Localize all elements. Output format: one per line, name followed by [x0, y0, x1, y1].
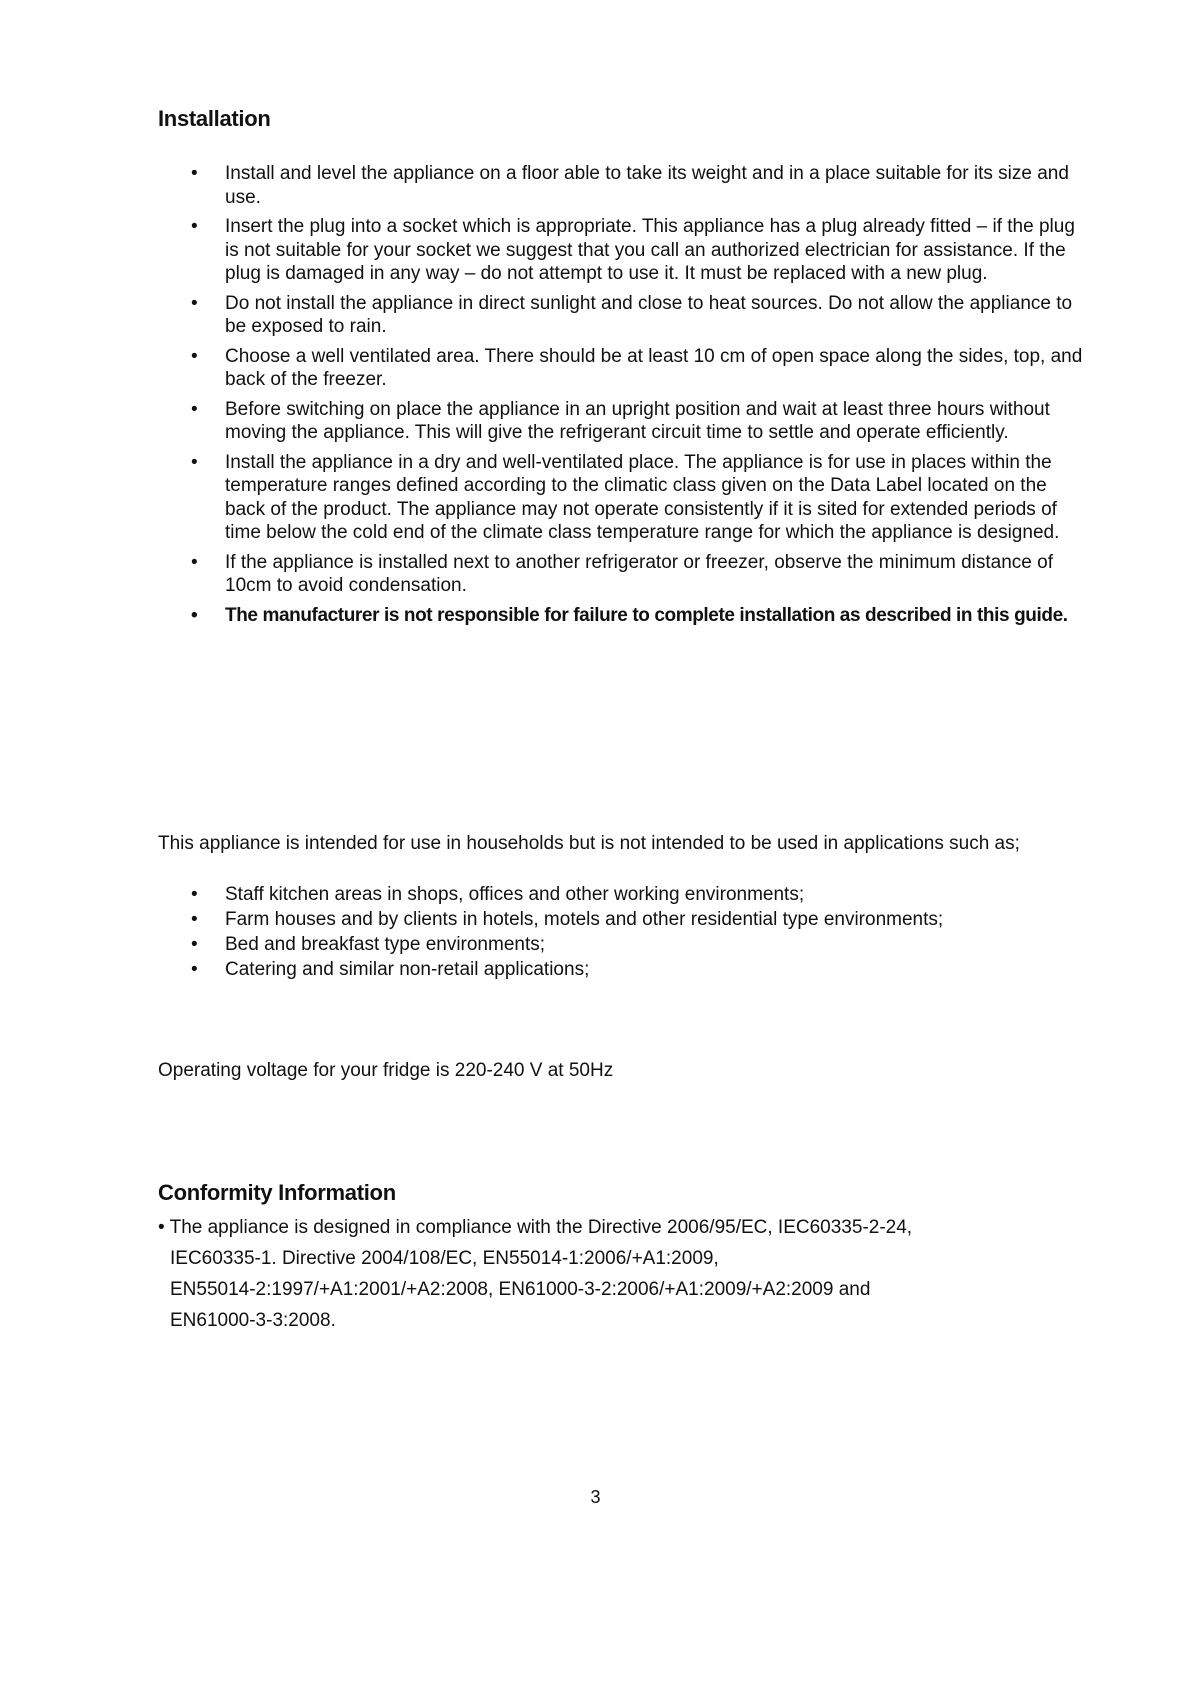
usage-intro-text: This appliance is intended for use in households but is not intended to be used in applications such as;: [158, 833, 1020, 854]
conformity-line: EN61000-3-3:2008.: [170, 1310, 336, 1331]
usage-list: [158, 883, 1088, 983]
list-item: • Install the appliance in a dry and well-ventilated place. The appliance is for use in places within the temperature ranges defined according to the climatic class given on the Data Label located on the back of the product. The appliance may not operate consistently if it is sited for extended periods of time below the cold end of the climate class temperature range for which the appliance is designed.: [158, 451, 1088, 545]
list-item: • Bed and breakfast type environments;: [158, 933, 1088, 957]
page-number: 3: [590, 1487, 601, 1507]
conformity-heading: Conformity Information: [158, 1180, 396, 1205]
manufacturer-disclaimer: • The manufacturer is not responsible for failure to complete installation as described in this guide.: [158, 604, 1088, 628]
list-item: • Do not install the appliance in direct sunlight and close to heat sources. Do not allow the appliance to be exposed to rain.: [158, 292, 1088, 339]
list-item: • Choose a well ventilated area. There should be at least 10 cm of open space along the sides, top, and back of the freezer.: [158, 345, 1088, 392]
list-item: • Before switching on place the appliance in an upright position and wait at least three hours without moving the appliance. This will give the refrigerant circuit time to settle and operate efficiently.: [158, 398, 1088, 445]
list-item: • Staff kitchen areas in shops, offices and other working environments;: [158, 883, 1088, 907]
list-item: • Install and level the appliance on a floor able to take its weight and in a place suitable for its size and use.: [158, 162, 1088, 209]
conformity-line: EN55014-2:1997/+A1:2001/+A2:2008, EN61000-3-2:2006/+A1:2009/+A2:2009 and: [170, 1279, 871, 1300]
voltage-text: Operating voltage for your fridge is 220-240 V at 50Hz: [158, 1060, 614, 1081]
conformity-line: • The appliance is designed in compliance with the Directive 2006/95/EC, IEC60335-2-24,: [158, 1217, 913, 1238]
list-item: • Catering and similar non-retail applications;: [158, 958, 1088, 982]
list-item: • Farm houses and by clients in hotels, motels and other residential type environments;: [158, 908, 1088, 932]
installation-list: [158, 162, 1088, 633]
list-item: • Insert the plug into a socket which is appropriate. This appliance has a plug already fitted – if the plug is not suitable for your socket we suggest that you call an authorized electrician for assistance. If the plug is damaged in any way – do not attempt to use it. It must be replaced with a new plug.: [158, 215, 1088, 286]
conformity-line: IEC60335-1. Directive 2004/108/EC, EN55014-1:2006/+A1:2009,: [170, 1248, 719, 1269]
list-item: • If the appliance is installed next to another refrigerator or freezer, observe the minimum distance of 10cm to avoid condensation.: [158, 551, 1088, 598]
conformity-text: [158, 1212, 1058, 1336]
installation-heading: Installation: [158, 106, 271, 131]
